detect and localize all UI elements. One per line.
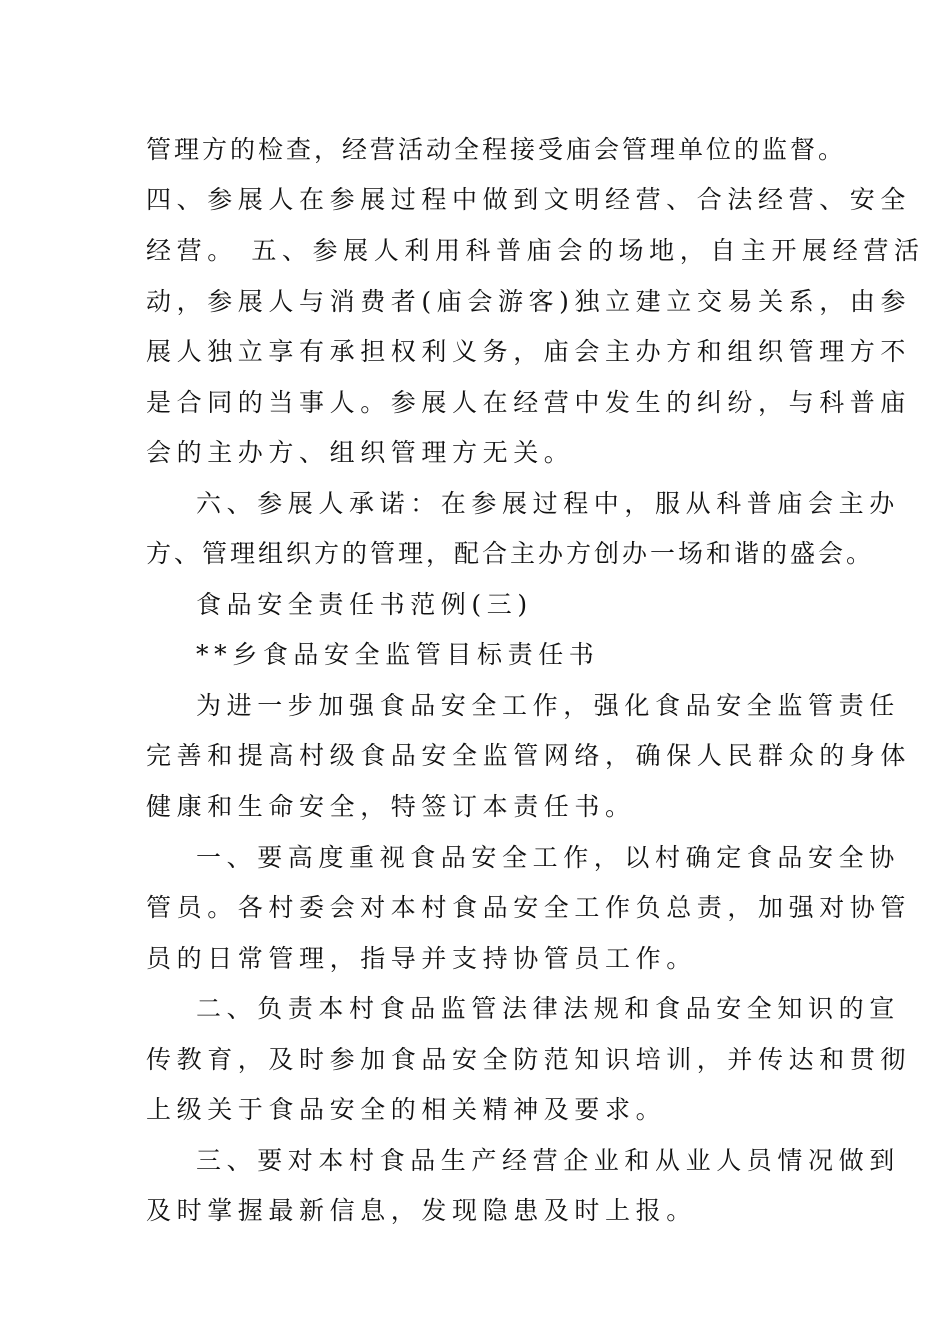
text-line: 动，参展人与消费者(庙会游客)独立建立交易关系，由参: [146, 287, 912, 316]
text-line: 及时掌握最新信息，发现隐患及时上报。: [146, 1196, 697, 1225]
text-line: 员的日常管理，指导并支持协管员工作。: [146, 944, 697, 973]
text-line: 六、参展人承诺：在参展过程中，服从科普庙会主办: [196, 489, 900, 518]
text-line: 经营。 五、参展人利用科普庙会的场地，自主开展经营活: [146, 236, 925, 265]
section-heading: 食品安全责任书范例(三): [196, 590, 533, 619]
text-line: 上级关于食品安全的相关精神及要求。: [146, 1095, 667, 1124]
text-line: 健康和生命安全，特签订本责任书。: [146, 792, 636, 821]
text-line: 一、要高度重视食品安全工作，以村确定食品安全协: [196, 843, 900, 872]
text-line: 完善和提高村级食品安全监管网络，确保人民群众的身体: [146, 741, 912, 770]
text-line: 传教育，及时参加食品安全防范知识培训，并传达和贯彻: [146, 1045, 912, 1074]
text-line: 是合同的当事人。参展人在经营中发生的纠纷，与科普庙: [146, 388, 912, 417]
text-line: 四、参展人在参展过程中做到文明经营、合法经营、安全: [146, 185, 912, 214]
text-line: 管理方的检查，经营活动全程接受庙会管理单位的监督。: [146, 135, 847, 164]
text-line: 管员。各村委会对本村食品安全工作负总责，加强对协管: [146, 893, 912, 922]
document-title: **乡食品安全监管目标责任书: [196, 640, 600, 669]
text-line: 二、负责本村食品监管法律法规和食品安全知识的宣: [196, 994, 900, 1023]
text-line: 三、要对本村食品生产经营企业和从业人员情况做到: [196, 1146, 900, 1175]
text-line: 为进一步加强食品安全工作，强化食品安全监管责任: [196, 691, 900, 720]
text-line: 展人独立享有承担权利义务，庙会主办方和组织管理方不: [146, 337, 912, 366]
text-line: 会的主办方、组织管理方无关。: [146, 438, 575, 467]
text-line: 方、管理组织方的管理，配合主办方创办一场和谐的盛会。: [146, 539, 875, 568]
